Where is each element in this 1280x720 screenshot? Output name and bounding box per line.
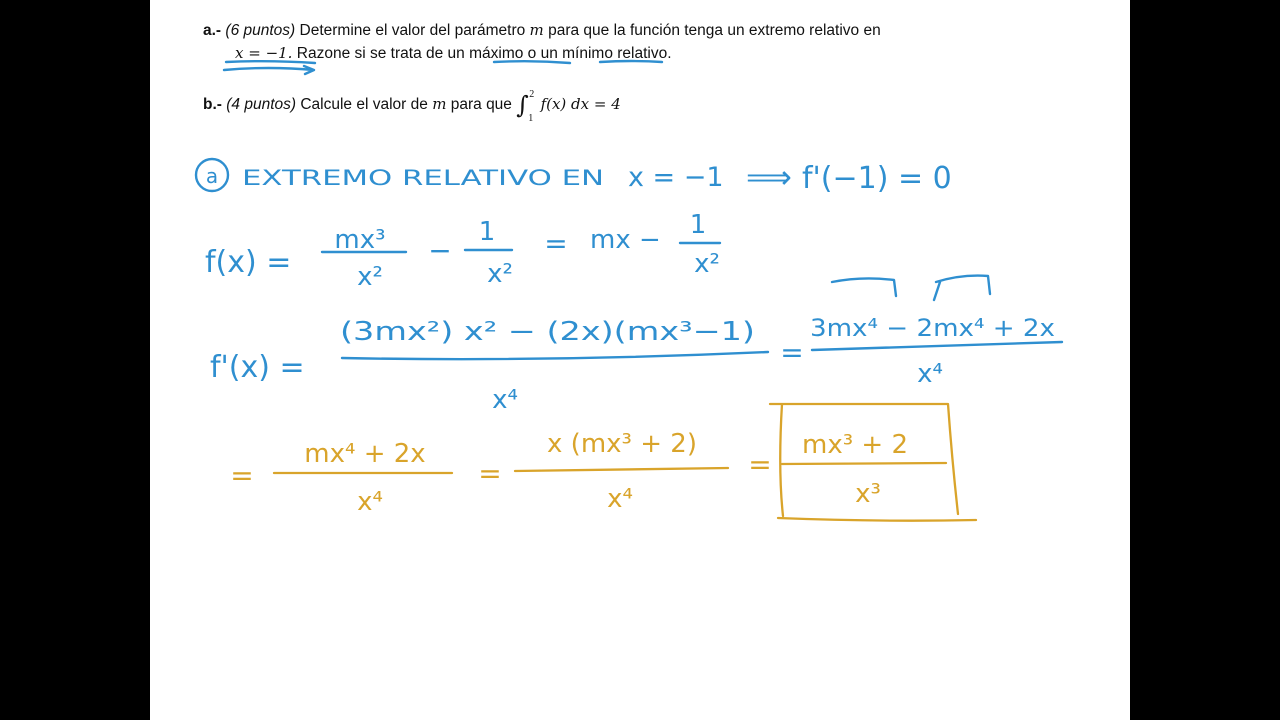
double-underline-arrow: [224, 66, 314, 74]
note-mx-minus: mx −: [590, 225, 661, 255]
note-factored-numerator: x (mx³ + 2): [547, 429, 697, 459]
note-derivative-bar: [342, 352, 768, 359]
note-factored-bar: [515, 468, 728, 471]
integral-sign: ∫ 2 1: [516, 90, 536, 116]
problem-a-condition: x = −1.: [235, 44, 293, 62]
problem-b-label: b.-: [203, 96, 222, 113]
note-frac3-denominator: x²: [694, 249, 720, 279]
note-expanded-numerator: 3mx⁴ − 2mx⁴ + 2x: [810, 314, 1055, 342]
handwritten-solution: [150, 0, 1130, 720]
problem-b-var: m: [432, 95, 447, 113]
integral-upper-limit: 2: [529, 89, 535, 100]
problem-b-points: (4 puntos): [226, 96, 297, 113]
problem-a-points: (6 puntos): [225, 22, 296, 39]
note-answer-bar: [782, 463, 946, 464]
note-simplified-numerator: mx⁴ + 2x: [304, 439, 426, 469]
note-equals-1: =: [544, 227, 568, 260]
note-simplified-denominator: x⁴: [357, 487, 383, 517]
note-fprime-label: f'(x) =: [210, 350, 305, 385]
integral-expression: f(x) dx = 4: [540, 95, 621, 113]
part-a-circle-label: a: [205, 164, 219, 188]
problem-a-label: a.-: [203, 22, 222, 39]
note-factored-denominator: x⁴: [607, 484, 633, 514]
note-frac2-numerator: 1: [478, 217, 496, 247]
problem-a-text-3: Razone si se trata de un máximo o un mínimo relativo.: [296, 45, 672, 62]
problem-a-var: m: [529, 21, 544, 39]
note-answer-numerator: mx³ + 2: [802, 430, 908, 460]
underline-condition: [226, 61, 315, 63]
note-equals-3: =: [230, 459, 254, 492]
note-equals-2: =: [780, 336, 804, 369]
note-frac1-numerator: mx³: [334, 225, 386, 255]
note-cancel-brackets: [832, 276, 990, 300]
note-equals-4: =: [478, 457, 502, 490]
underline-maximo: [494, 61, 570, 63]
note-extremo-relativo: EXTREMO RELATIVO EN: [242, 166, 604, 190]
note-frac1-denominator: x²: [357, 262, 383, 292]
problem-b-text-1: Calcule el valor de: [300, 96, 428, 113]
note-x-eq-minus-1: x = −1: [628, 162, 724, 193]
document-page: [150, 0, 1130, 720]
problem-a-text-1: Determine el valor del parámetro: [299, 22, 526, 39]
note-equals-5: =: [748, 448, 772, 481]
note-derivative-numerator: (3mx²) x² − (2x)(mx³−1): [340, 317, 755, 347]
note-answer-denominator: x³: [855, 479, 881, 509]
note-frac3-numerator: 1: [689, 210, 707, 240]
note-fx-label: f(x) =: [205, 245, 292, 280]
underline-minimo: [600, 61, 662, 62]
problem-b-text-2: para que: [450, 96, 512, 113]
integral-lower-limit: 1: [528, 113, 534, 124]
note-implies-arrow: ⟹: [746, 158, 792, 196]
note-expanded-denominator: x⁴: [917, 359, 943, 389]
note-fprime-condition: f'(−1) = 0: [802, 161, 952, 196]
problem-a-text-2: para que la función tenga un extremo relativo en: [548, 22, 881, 39]
note-expanded-bar: [812, 342, 1062, 350]
note-derivative-denominator: x⁴: [492, 385, 518, 415]
note-minus-sign: −: [428, 234, 452, 267]
note-frac2-denominator: x²: [487, 259, 513, 289]
